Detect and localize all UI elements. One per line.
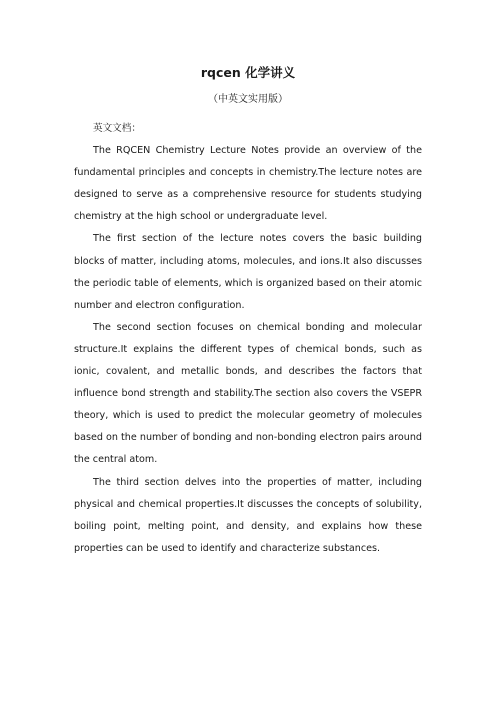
document-subtitle: （中英文实用版） [208,94,288,105]
section-label: 英文文档： [93,123,141,134]
paragraph-intro: The RQCEN Chemistry Lecture Notes provide an overview of the fundamental principles and concepts in chemistry.The lecture notes are designed to serve as a comprehensive resource for students studying chemistry at the high school or undergraduate level. [74,145,422,223]
document-body [74,118,422,560]
document-title: rqcen 化学讲义 [200,65,296,80]
paragraph-section-three: The third section delves into the properties of matter, including physical and chemical properties.It discusses the concepts of solubility, boiling point, melting point, and density, and explains how these properties can be used to identify and characterize substances. [74,476,422,554]
paragraph-section-two: The second section focuses on chemical bonding and molecular structure.It explains the different types of chemical bonds, such as ionic, covalent, and metallic bonds, and describes the factors that influence bond strength and stability.The section also covers the VSEPR theory, which is used to predict the molecular geometry of molecules based on the number of bonding and non-bonding electron pairs around the central atom. [74,321,422,466]
paragraph-section-one: The first section of the lecture notes covers the basic building blocks of matter, including atoms, molecules, and ions.It also discusses the periodic table of elements, which is organized based on their atomic number and electron configuration. [74,233,423,311]
